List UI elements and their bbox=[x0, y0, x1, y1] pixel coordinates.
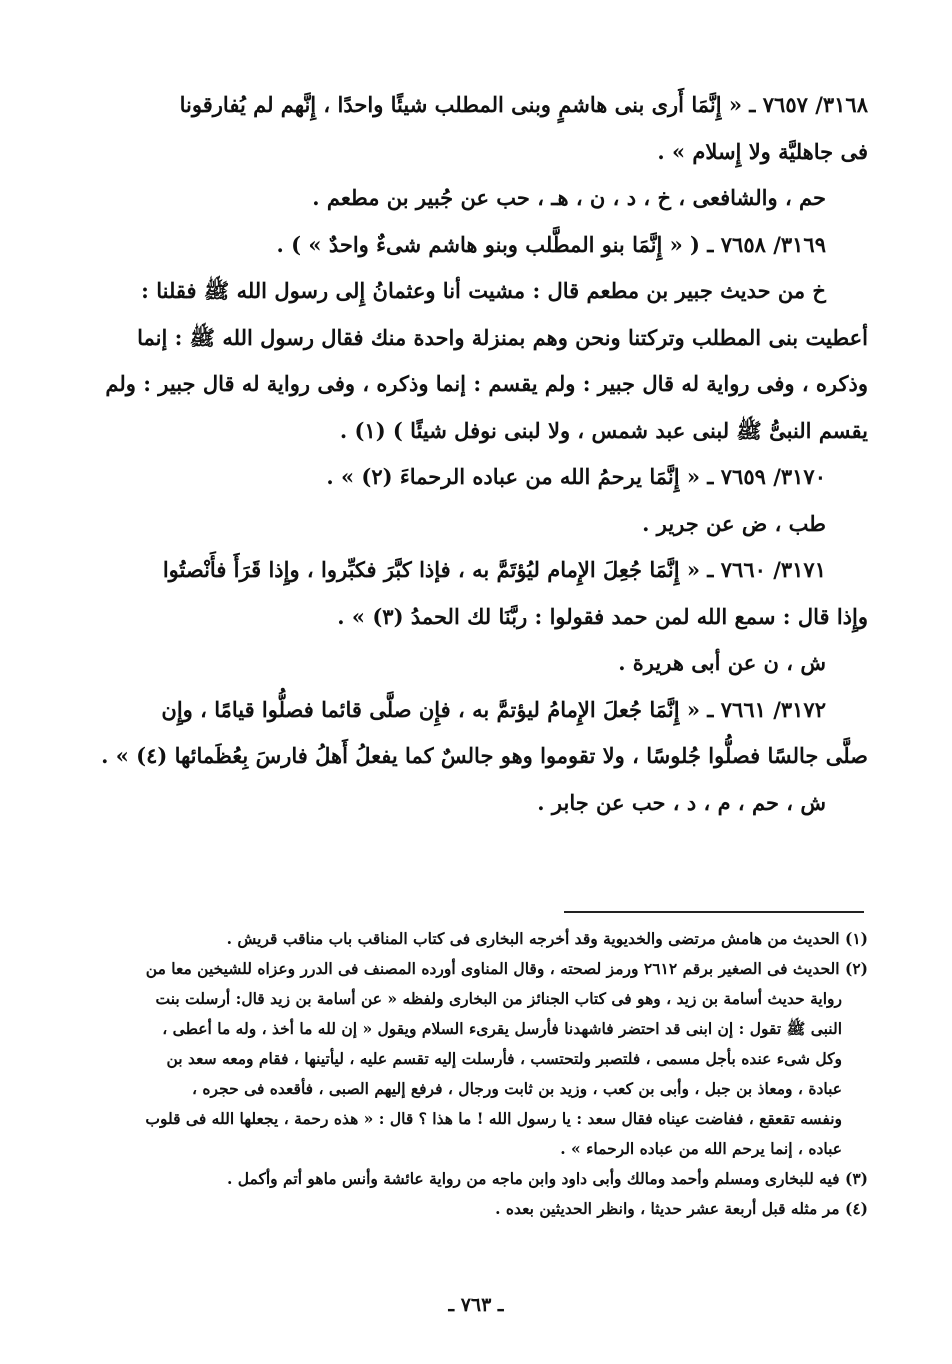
hadith-3172-line-1: ٣١٧٢/ ٧٦٦١ ـ « إِنَّمَا جُعلَ الإِمامُ ليؤتمَّ به ، فإِن صلَّى قائما فصلُّوا قيامًا ، وإِن bbox=[161, 696, 826, 722]
footnote-3: (٣) فيه للبخارى ومسلم وأحمد ومالك وأبى داود وابن ماجه من رواية عائشة وأنس ماهو أتم وأكمل . bbox=[227, 1169, 868, 1188]
hadith-3168-line-1: ٣١٦٨/ ٧٦٥٧ ـ « إِنَّمَا أَرى بنى هاشمٍ وبنى المطلب شيئًا واحدًا ، إِنَّهم لم يُفارقونا bbox=[179, 92, 868, 117]
footnote-2-line-1: (٢) الحديث فى الصغير برقم ٢٦١٢ ورمز لصحته ، وقال المناوى أورده المصنف فى الدرر وعزاه للشيخين معا من bbox=[145, 959, 868, 978]
footnote-1: (١) الحديث من هامش مرتضى والخديوية وقد أخرجه البخارى فى كتاب المناقب باب مناقب قريش . bbox=[226, 929, 868, 948]
hadith-3169-commentary-line-2: أعطيت بنى المطلب وتركتنا ونحن وهم بمنزلة واحدة منك فقال رسول الله ﷺ : إنما bbox=[137, 324, 868, 350]
hadith-3169-commentary-line-3: وذكره ، وفى رواية له قال جبير : ولم يقسم : إنما وذكره ، وفى رواية له قال جبير : ولم bbox=[105, 371, 868, 396]
hadith-3168-line-2: فى جاهليَّة ولا إِسلام » . bbox=[657, 138, 868, 164]
hadith-3169-commentary-line-4: يقسم النبىُّ ﷺ لبنى عبد شمس ، ولا لبنى نوفل شيئًا ) (١) . bbox=[339, 417, 868, 443]
hadith-3171-source: ش ، ن عن أبى هريرة . bbox=[618, 650, 826, 675]
hadith-3169-commentary-line-1: خ من حديث جبير بن مطعم قال : مشيت أنا وعثمانُ إِلى رسول الله ﷺ فقلنا : bbox=[141, 278, 826, 303]
hadith-3168-source: حم ، والشافعى ، خ ، د ، ن ، هـ ، حب عن جُبير بن مطعم . bbox=[312, 185, 826, 210]
hadith-3170-line-1: ٣١٧٠/ ٧٦٥٩ ـ « إِنَّمَا يرحمُ الله من عباده الرحماءَ (٢) » . bbox=[326, 464, 826, 489]
footnotes bbox=[96, 924, 868, 1224]
hadith-3172-source: ش ، حم ، م ، د ، حب عن جابر . bbox=[537, 789, 826, 815]
footnote-2-line-5: عبادة ، ومعاذ بن جبل ، وأبى بن كعب ، وزيد بن ثابت ورجال ، فرفع إليهم الصبى ، فأقعده فى حجره ، bbox=[192, 1079, 842, 1098]
footnote-2-line-6: ونفسه تقعقع ، ففاضت عيناه فقال سعد : يا رسول الله ! ما هذا ؟ قال : « هذه رحمة ، يجعلها الله فى قلوب bbox=[145, 1109, 842, 1128]
footnote-divider bbox=[564, 911, 864, 913]
footnote-4: (٤) مر مثله قبل أربعة عشر حديثا ، وانظر الحديثين بعده . bbox=[495, 1199, 868, 1218]
hadith-3170-source: طب ، ض عن جرير . bbox=[642, 510, 826, 536]
hadith-3172-line-2: صلَّى جالسًا فصلُّوا جُلوسًا ، ولا تقوموا وهو جالسٌ كما يفعلُ أَهلُ فارسَ بِعُظَمائها (٤) » . bbox=[101, 743, 868, 768]
page-number: ـ ٧٦٣ ـ bbox=[448, 1294, 504, 1316]
footnote-2-line-2: رواية حديث أسامة بن زيد ، وهو فى كتاب الجنائز من البخارى ولفظه « عن أسامة بن زيد قال: أرسلت بنت bbox=[155, 989, 842, 1008]
hadith-3171-line-2: وإِذا قال : سمع الله لمن حمد فقولوا : ربَّنَا لك الحمدُ (٣) » . bbox=[337, 603, 868, 629]
hadith-3169-line-1: ٣١٦٩/ ٧٦٥٨ ـ ( « إِنَّمَا بنو المطَّلب وبنو هاشم شىءٌ واحدٌ » ) . bbox=[276, 231, 826, 257]
footnote-2-line-7: عباده ، إنما يرحم الله من عباده الرحماء » . bbox=[560, 1139, 842, 1158]
main-text bbox=[98, 82, 868, 826]
footnote-2-line-3: النبى ﷺ تقول : إن ابنى قد احتضر فاشهدنا فأرسل يقرىء السلام ويقول « إن لله ما أخذ ، وله ما أعطى ، bbox=[162, 1019, 842, 1038]
footnote-2-line-4: وكل شىء عنده بأجل مسمى ، فلتصبر ولتحتسب ، فأرسلت إليه تقسم عليه ، ليأتينها ، فقام ومعه سعد بن bbox=[166, 1049, 842, 1068]
hadith-3171-line-1: ٣١٧١/ ٧٦٦٠ ـ « إِنَّمَا جُعِلَ الإِمام ليُؤتَمَّ به ، فإذا كبَّرَ فكبِّروا ، وإِذا قَرَأَ فأَنْصتُوا bbox=[162, 557, 826, 582]
